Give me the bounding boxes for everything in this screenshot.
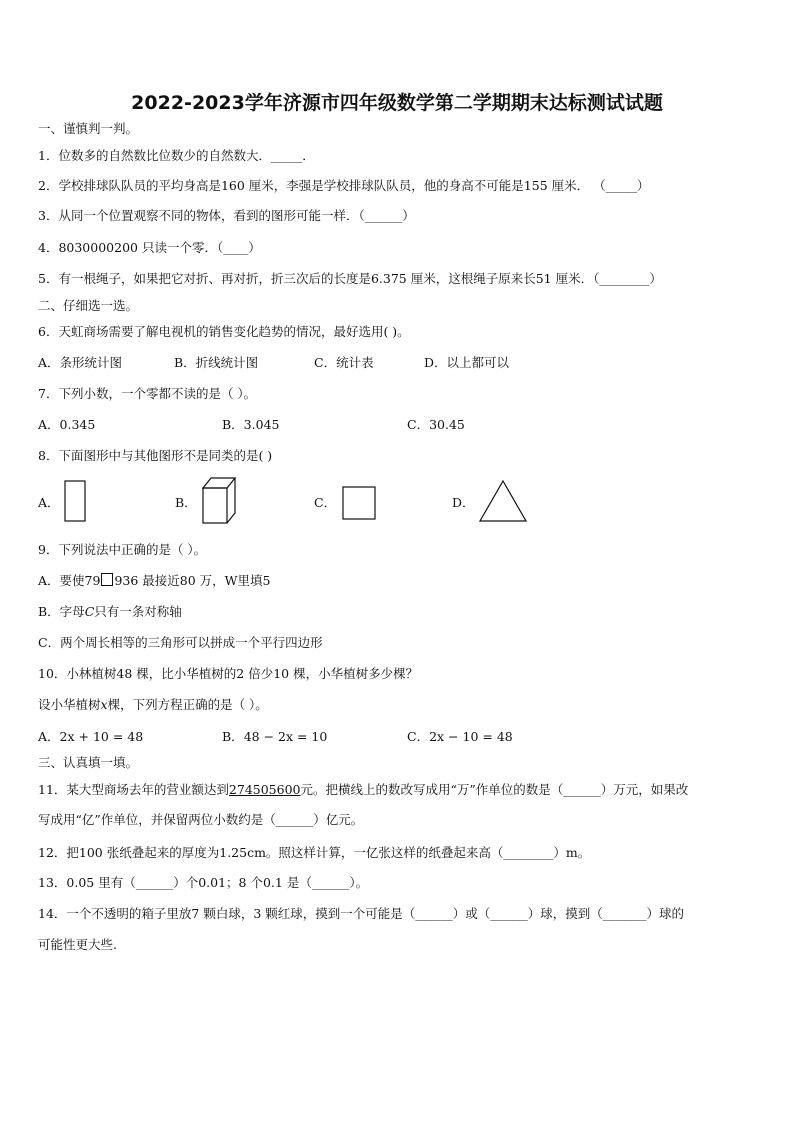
triangle-shape <box>479 480 527 522</box>
section-1-heading: 一、谨慎判一判。 <box>38 121 139 136</box>
q8-option-c: C． <box>314 495 337 510</box>
q9-option-a <box>38 573 270 589</box>
q8-option-a: A． <box>38 495 60 510</box>
q9a-text-start: A．要使79 <box>38 573 101 588</box>
q10-setup-end: 棵，下列方程正确的是（ ）。 <box>107 697 268 712</box>
q10a-equation: 2x + 10 = 48 <box>59 729 144 744</box>
q10b-equation: 48 − 2x = 10 <box>243 729 328 744</box>
q11-text-start: 11．某大型商场去年的营业额达到 <box>38 782 229 797</box>
question-4: 4．8030000200 只读一个零．（____） <box>38 240 261 255</box>
q11-underlined-number: 274505600 <box>228 782 301 797</box>
q6-option-d: D．以上都可以 <box>424 355 510 370</box>
variable-x: x <box>100 697 108 712</box>
question-2: 2．学校排球队队员的平均身高是160 厘米，李强是学校排球队队员，他的身高不可能是155 厘米． （_____） <box>38 178 650 193</box>
letter-c: C <box>84 604 95 619</box>
q7-option-b: B．3.045 <box>222 417 280 432</box>
q10b-label: B． <box>222 729 244 744</box>
page-title: 2022-2023学年济源市四年级数学第二学期期末达标测试试题 <box>131 92 663 114</box>
question-14: 14．一个不透明的箱子里放7 颗白球，3 颗红球，摸到一个可能是（______）或（______）球，摸到（_______）球的 <box>38 906 685 921</box>
q10-setup-start: 设小华植树 <box>38 697 101 712</box>
q7-option-a: A．0.345 <box>38 417 96 432</box>
section-2-heading: 二、仔细选一选。 <box>38 298 139 313</box>
cuboid-shape <box>202 476 236 524</box>
q10a-label: A． <box>38 729 60 744</box>
q11-text-end: 元。把横线上的数改写成用“万”作单位的数是（______）万元，如果改 <box>300 782 689 797</box>
q6-option-c: C．统计表 <box>314 355 374 370</box>
question-8: 8．下面图形中与其他图形不是同类的是( ) <box>38 448 273 463</box>
question-3: 3．从同一个位置观察不同的物体，看到的图形可能一样．（______） <box>38 208 415 223</box>
question-10: 10．小林植树48 棵，比小华植树的2 倍少10 棵，小华植树多少棵？ <box>38 666 419 681</box>
q10c-equation: 2x − 10 = 48 <box>429 729 513 744</box>
q9a-text-end: 936 最接近80 万，W里填5 <box>114 573 271 588</box>
square-shape <box>342 486 376 520</box>
q6-option-a: A．条形统计图 <box>38 355 123 370</box>
blank-box-icon <box>101 573 113 586</box>
section-3-heading: 三、认真填一填。 <box>38 755 139 770</box>
q8-option-d: D． <box>452 495 475 510</box>
q8-option-b: B． <box>175 495 197 510</box>
question-7: 7．下列小数，一个零都不读的是（ ）。 <box>38 386 257 401</box>
q10c-label: C． <box>407 729 430 744</box>
tall-rectangle-shape <box>64 480 86 522</box>
question-9: 9．下列说法中正确的是（ ）。 <box>38 542 207 557</box>
q10-option-b <box>222 729 327 745</box>
question-10-setup <box>38 697 268 713</box>
q9b-text-start: B．字母 <box>38 604 85 619</box>
question-11-line-2: 写成用“亿”作单位，并保留两位小数约是（______）亿元。 <box>38 812 364 827</box>
q10-option-a <box>38 729 143 745</box>
question-14-line-2: 可能性更大些. <box>38 937 117 952</box>
q10-option-c <box>407 729 513 745</box>
question-11 <box>38 782 688 798</box>
q9b-text-end: 只有一条对称轴 <box>94 604 182 619</box>
q7-option-c: C．30.45 <box>407 417 465 432</box>
question-5: 5．有一根绳子，如果把它对折、再对折，折三次后的长度是6.375 厘米，这根绳子原来长51 厘米．（________） <box>38 271 662 286</box>
question-12: 12．把100 张纸叠起来的厚度为1.25cm。照这样计算，一亿张这样的纸叠起来高（________）m。 <box>38 845 591 860</box>
question-1: 1．位数多的自然数比位数少的自然数大．_____． <box>38 148 315 163</box>
question-6: 6．天虹商场需要了解电视机的销售变化趋势的情况，最好选用( )。 <box>38 324 410 339</box>
q9-option-c: C．两个周长相等的三角形可以拼成一个平行四边形 <box>38 635 323 650</box>
q9-option-b <box>38 604 182 620</box>
question-13: 13．0.05 里有（______）个0.01；8 个0.1 是（______）。 <box>38 875 369 890</box>
q6-option-b: B．折线统计图 <box>174 355 259 370</box>
